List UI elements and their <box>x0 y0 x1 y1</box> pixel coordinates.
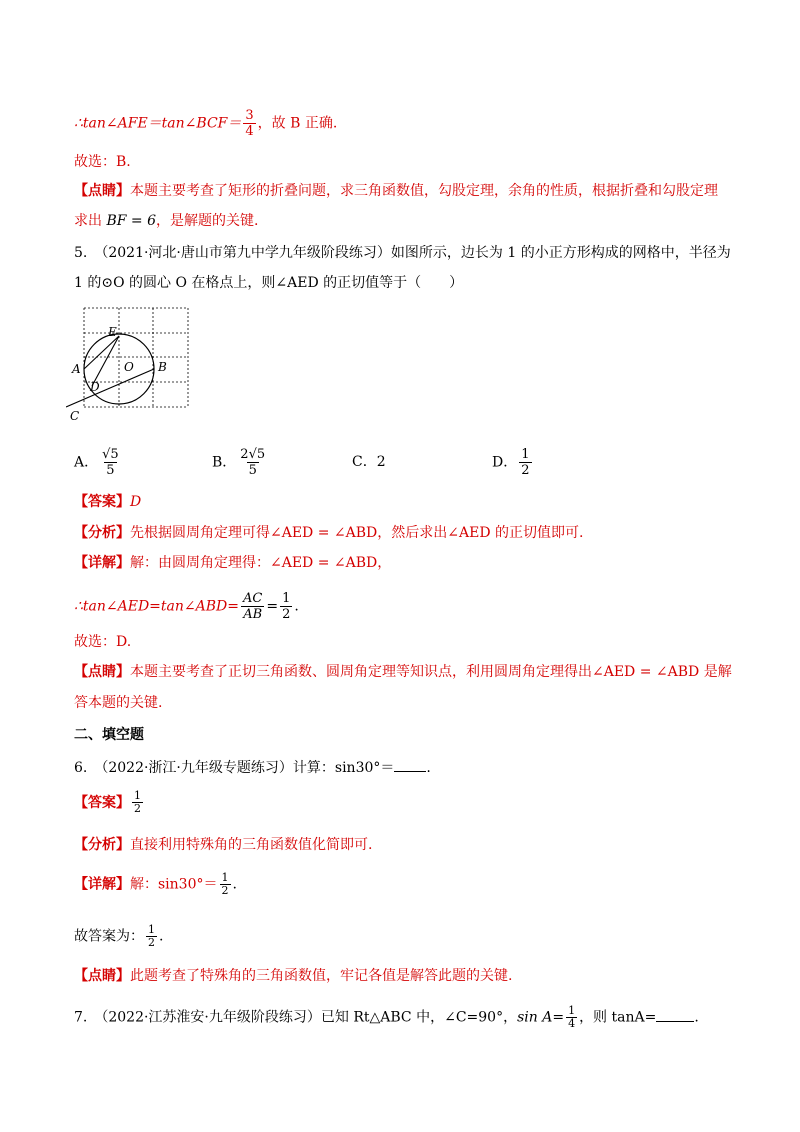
label-a: A <box>72 362 81 376</box>
fraction-denominator: 2 <box>282 607 291 622</box>
option-c[interactable] <box>352 452 386 472</box>
option-d-label: D． <box>492 454 518 471</box>
q6-analysis <box>74 835 372 855</box>
detail-tag: 【详解】 <box>74 555 130 571</box>
q7-blank[interactable] <box>656 1007 694 1022</box>
option-c-label: C． <box>352 454 377 470</box>
choose-line: 故选：B. <box>74 154 131 170</box>
detail-end: . <box>232 876 237 893</box>
analysis-tag: 【分析】 <box>74 837 130 853</box>
section-heading: 二、填空题 <box>74 727 144 743</box>
comment-pre: 求出 <box>74 213 107 229</box>
fraction-numerator: 1 <box>568 1004 576 1017</box>
q6-final <box>74 924 163 949</box>
option-a-fraction <box>100 447 121 478</box>
option-d[interactable] <box>492 447 534 478</box>
fraction <box>243 108 255 139</box>
fraction-numerator: 1 <box>134 789 141 802</box>
fraction-numerator: 1 <box>282 591 291 606</box>
comment-tag: 【点睛】 <box>74 968 130 984</box>
label-c: C <box>70 409 80 423</box>
fraction-denominator: 2 <box>148 936 155 949</box>
calc-prefix: ∴tan∠AED=tan∠ABD= <box>74 598 239 615</box>
q7-mid: ，则 tanA= <box>579 1009 657 1026</box>
q5-comment-1 <box>74 662 732 682</box>
comment-line-1 <box>74 181 718 201</box>
q5-stem-2: 1 的⊙O 的圆心 O 在格点上，则∠AED 的正切值等于（ ） <box>74 275 464 291</box>
comment-tag: 【点睛】 <box>74 183 130 199</box>
comment-post: ，是解题的关键. <box>156 213 259 229</box>
q6-answer <box>74 790 145 815</box>
q6-blank[interactable] <box>394 757 426 772</box>
detail-text: 解：sin30°＝ <box>130 876 218 893</box>
label-e: E <box>108 325 117 339</box>
q5-calc <box>74 591 299 622</box>
q7-end: . <box>694 1009 699 1026</box>
fraction-denominator: 2 <box>134 802 141 815</box>
q5-stem-1: 5. （2021·河北·唐山市第九中学九年级阶段练习）如图所示，边长为 1 的小正方形构成的网格中，半径为 <box>74 245 731 261</box>
comment-line-2 <box>74 211 258 231</box>
answer-text: D <box>130 494 142 510</box>
option-d-fraction <box>519 447 531 478</box>
fraction-numerator: 1 <box>148 923 155 936</box>
final-text: 故答案为： <box>74 928 144 945</box>
analysis-text: 先根据圆周角定理可得∠AED = ∠ABD，然后求出∠AED 的正切值即可. <box>130 525 584 541</box>
q5-answer <box>74 492 141 512</box>
final-fraction <box>146 924 157 949</box>
analysis-tag: 【分析】 <box>74 525 130 541</box>
fraction-numerator: 3 <box>245 108 254 123</box>
option-b-fraction <box>238 447 267 478</box>
label-o: O <box>124 360 134 374</box>
answer-tag: 【答案】 <box>74 795 130 811</box>
fraction-denominator: 5 <box>106 463 115 478</box>
comment-math: BF = 6 <box>106 213 156 229</box>
calc-suffix: . <box>294 598 299 615</box>
detail-text: 解：由圆周角定理得：∠AED = ∠ABD， <box>130 555 392 571</box>
q6-stem-text: 6. （2022·浙江·九年级专题练习）计算：sin30°＝ <box>74 760 395 776</box>
comment-text: 此题考查了特殊角的三角函数值，牢记各值是解答此题的关键. <box>130 968 513 984</box>
detail-fraction <box>220 872 231 897</box>
comment-text: 本题主要考查了矩形的折叠问题，求三角函数值，勾股定理，余角的性质，根据折叠和勾股定理 <box>130 183 718 199</box>
q7-fraction <box>566 1005 577 1030</box>
fraction-denominator: 5 <box>248 463 257 478</box>
fraction-numerator: 2√5 <box>240 447 266 462</box>
fraction-denominator: 2 <box>221 884 229 897</box>
fraction-denominator: AB <box>243 607 263 622</box>
option-b[interactable] <box>212 447 269 478</box>
fraction-denominator: 4 <box>245 124 254 139</box>
q5-choose: 故选：D. <box>74 634 132 650</box>
q5-comment-2: 答本题的关键. <box>74 695 163 711</box>
q5-analysis <box>74 523 583 543</box>
analysis-text: 直接利用特殊角的三角函数值化简即可. <box>130 837 373 853</box>
conclusion-line <box>74 108 337 139</box>
option-b-label: B． <box>212 454 237 471</box>
fraction-numerator: AC <box>243 591 263 606</box>
final-end: . <box>159 928 164 945</box>
q6-stem <box>74 757 431 778</box>
fraction-numerator: 1 <box>521 447 530 462</box>
comment-tag: 【点睛】 <box>74 664 130 680</box>
fraction-numerator: 1 <box>221 871 229 884</box>
fraction-numerator: √5 <box>102 447 119 462</box>
q7-stem-text: 7. （2022·江苏淮安·九年级阶段练习）已知 Rt△ABC 中，∠C=90°， <box>74 1009 518 1026</box>
answer-fraction <box>132 790 143 815</box>
circle-grid-figure <box>66 296 196 426</box>
calc-fraction-2 <box>280 591 292 622</box>
label-b: B <box>158 360 167 374</box>
q6-comment <box>74 966 512 986</box>
label-d: D <box>90 380 100 394</box>
q7-stem <box>74 1005 699 1030</box>
q6-stem-end: . <box>426 760 431 776</box>
answer-tag: 【答案】 <box>74 494 130 510</box>
fraction-denominator: 4 <box>568 1017 576 1030</box>
detail-tag: 【详解】 <box>74 876 130 893</box>
fraction-denominator: 2 <box>521 463 530 478</box>
conclusion-suffix: ，故 B 正确. <box>257 115 338 132</box>
q7-sin: sin A= <box>517 1009 565 1026</box>
calc-fraction-1 <box>241 591 264 622</box>
option-a-label: A． <box>74 454 99 471</box>
calc-equals: = <box>266 598 279 615</box>
comment-text: 本题主要考查了正切三角函数、圆周角定理等知识点，利用圆周角定理得出∠AED = ∠ABD 是解 <box>130 664 732 680</box>
q6-detail <box>74 872 237 897</box>
q5-detail <box>74 553 391 573</box>
option-a[interactable] <box>74 447 123 478</box>
option-c-value: 2 <box>376 454 386 470</box>
conclusion-prefix: ∴tan∠AFE＝tan∠BCF＝ <box>74 115 242 132</box>
